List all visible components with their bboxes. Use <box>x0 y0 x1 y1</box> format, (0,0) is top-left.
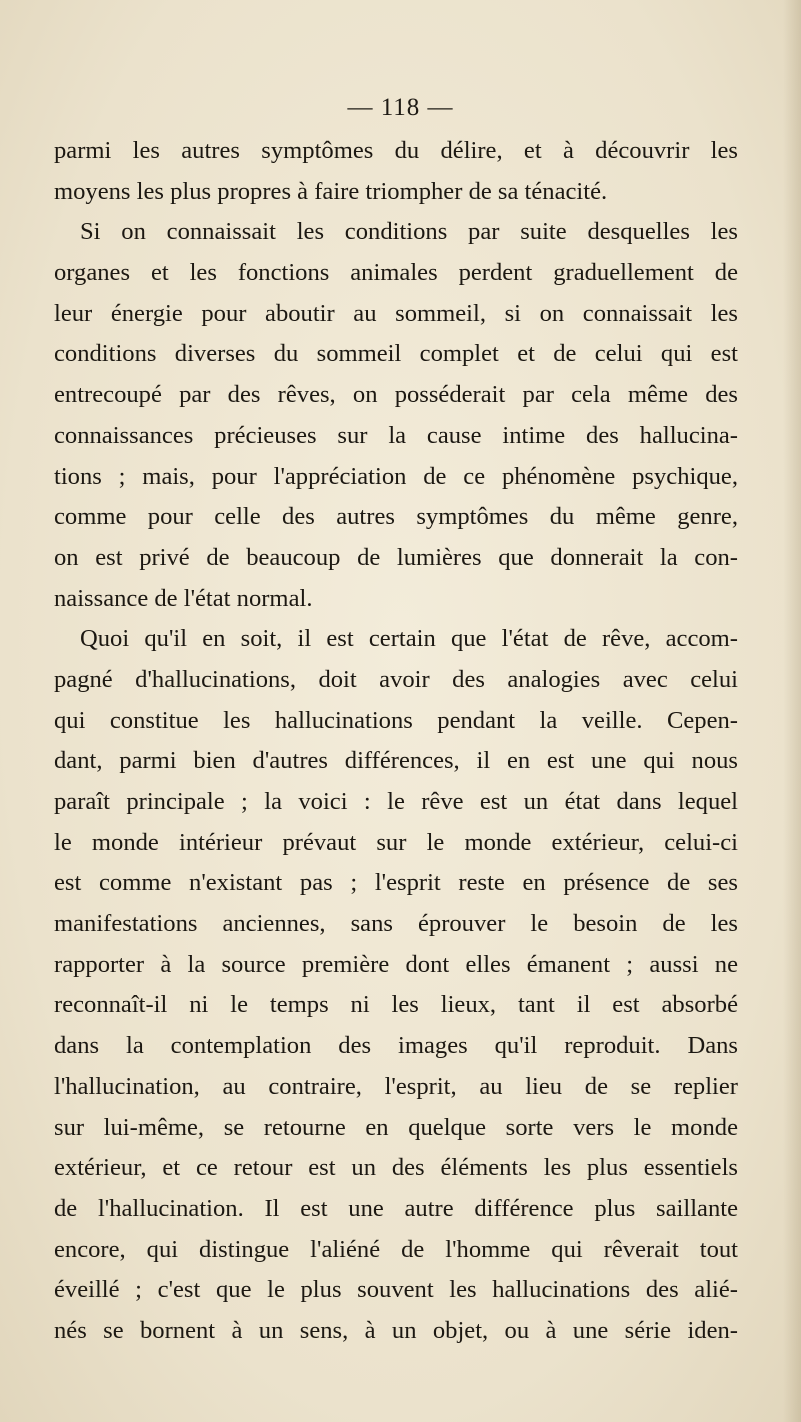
text-line: moyens les plus propres à faire triompher de sa ténacité. <box>54 177 608 205</box>
text-line: leur énergie pour aboutir au sommeil, si on connaissait les <box>54 299 738 327</box>
text-line: encore, qui distingue l'aliéné de l'homme qui rêverait tout <box>54 1235 738 1263</box>
text-line: entrecoupé par des rêves, on posséderait par cela même des <box>54 381 738 409</box>
text-line: comme pour celle des autres symptômes du même genre, <box>54 503 738 531</box>
text-line: nés se bornent à un sens, à un objet, ou à une série iden- <box>54 1316 738 1344</box>
body-text <box>54 131 738 1352</box>
text-line: tions ; mais, pour l'appréciation de ce phénomène psychique, <box>54 462 738 490</box>
text-line: éveillé ; c'est que le plus souvent les hallucinations des alié- <box>54 1276 738 1304</box>
text-line: dant, parmi bien d'autres différences, il en est une qui nous <box>54 747 738 775</box>
page-edge-shadow <box>783 0 801 1422</box>
text-line: organes et les fonctions animales perdent graduellement de <box>54 259 738 287</box>
text-line: parmi les autres symptômes du délire, et à découvrir les <box>54 137 738 164</box>
text-line: manifestations anciennes, sans éprouver le besoin de les <box>54 910 738 938</box>
text-line: le monde intérieur prévaut sur le monde extérieur, celui-ci <box>54 828 738 856</box>
text-line: l'hallucination, au contraire, l'esprit, au lieu de se replier <box>54 1072 738 1100</box>
text-line: on est privé de beaucoup de lumières que donnerait la con- <box>54 543 738 571</box>
text-line: reconnaît-il ni le temps ni les lieux, tant il est absorbé <box>54 991 738 1019</box>
text-line: dans la contemplation des images qu'il reproduit. Dans <box>54 1032 738 1060</box>
text-line: rapporter à la source première dont elles émanent ; aussi ne <box>54 950 738 978</box>
text-line: est comme n'existant pas ; l'esprit reste en présence de ses <box>54 869 738 897</box>
text-line: paraît principale ; la voici : le rêve est un état dans lequel <box>54 788 738 815</box>
text-line: connaissances précieuses sur la cause intime des hallucina- <box>54 421 738 449</box>
text-line: sur lui-même, se retourne en quelque sorte vers le monde <box>54 1113 738 1141</box>
text-line: Quoi qu'il en soit, il est certain que l'état de rêve, accom- <box>80 625 738 653</box>
text-line: naissance de l'état normal. <box>54 584 313 612</box>
text-line: Si on connaissait les conditions par suite desquelles les <box>80 218 738 246</box>
text-line: extérieur, et ce retour est un des éléments les plus essentiels <box>54 1154 738 1182</box>
text-line: conditions diverses du sommeil complet et de celui qui est <box>54 340 738 368</box>
page-number: — 118 — <box>347 94 454 121</box>
text-line: qui constitue les hallucinations pendant la veille. Cepen- <box>54 706 738 734</box>
text-line: de l'hallucination. Il est une autre différence plus saillante <box>54 1194 738 1222</box>
text-line: pagné d'hallucinations, doit avoir des analogies avec celui <box>54 665 738 693</box>
